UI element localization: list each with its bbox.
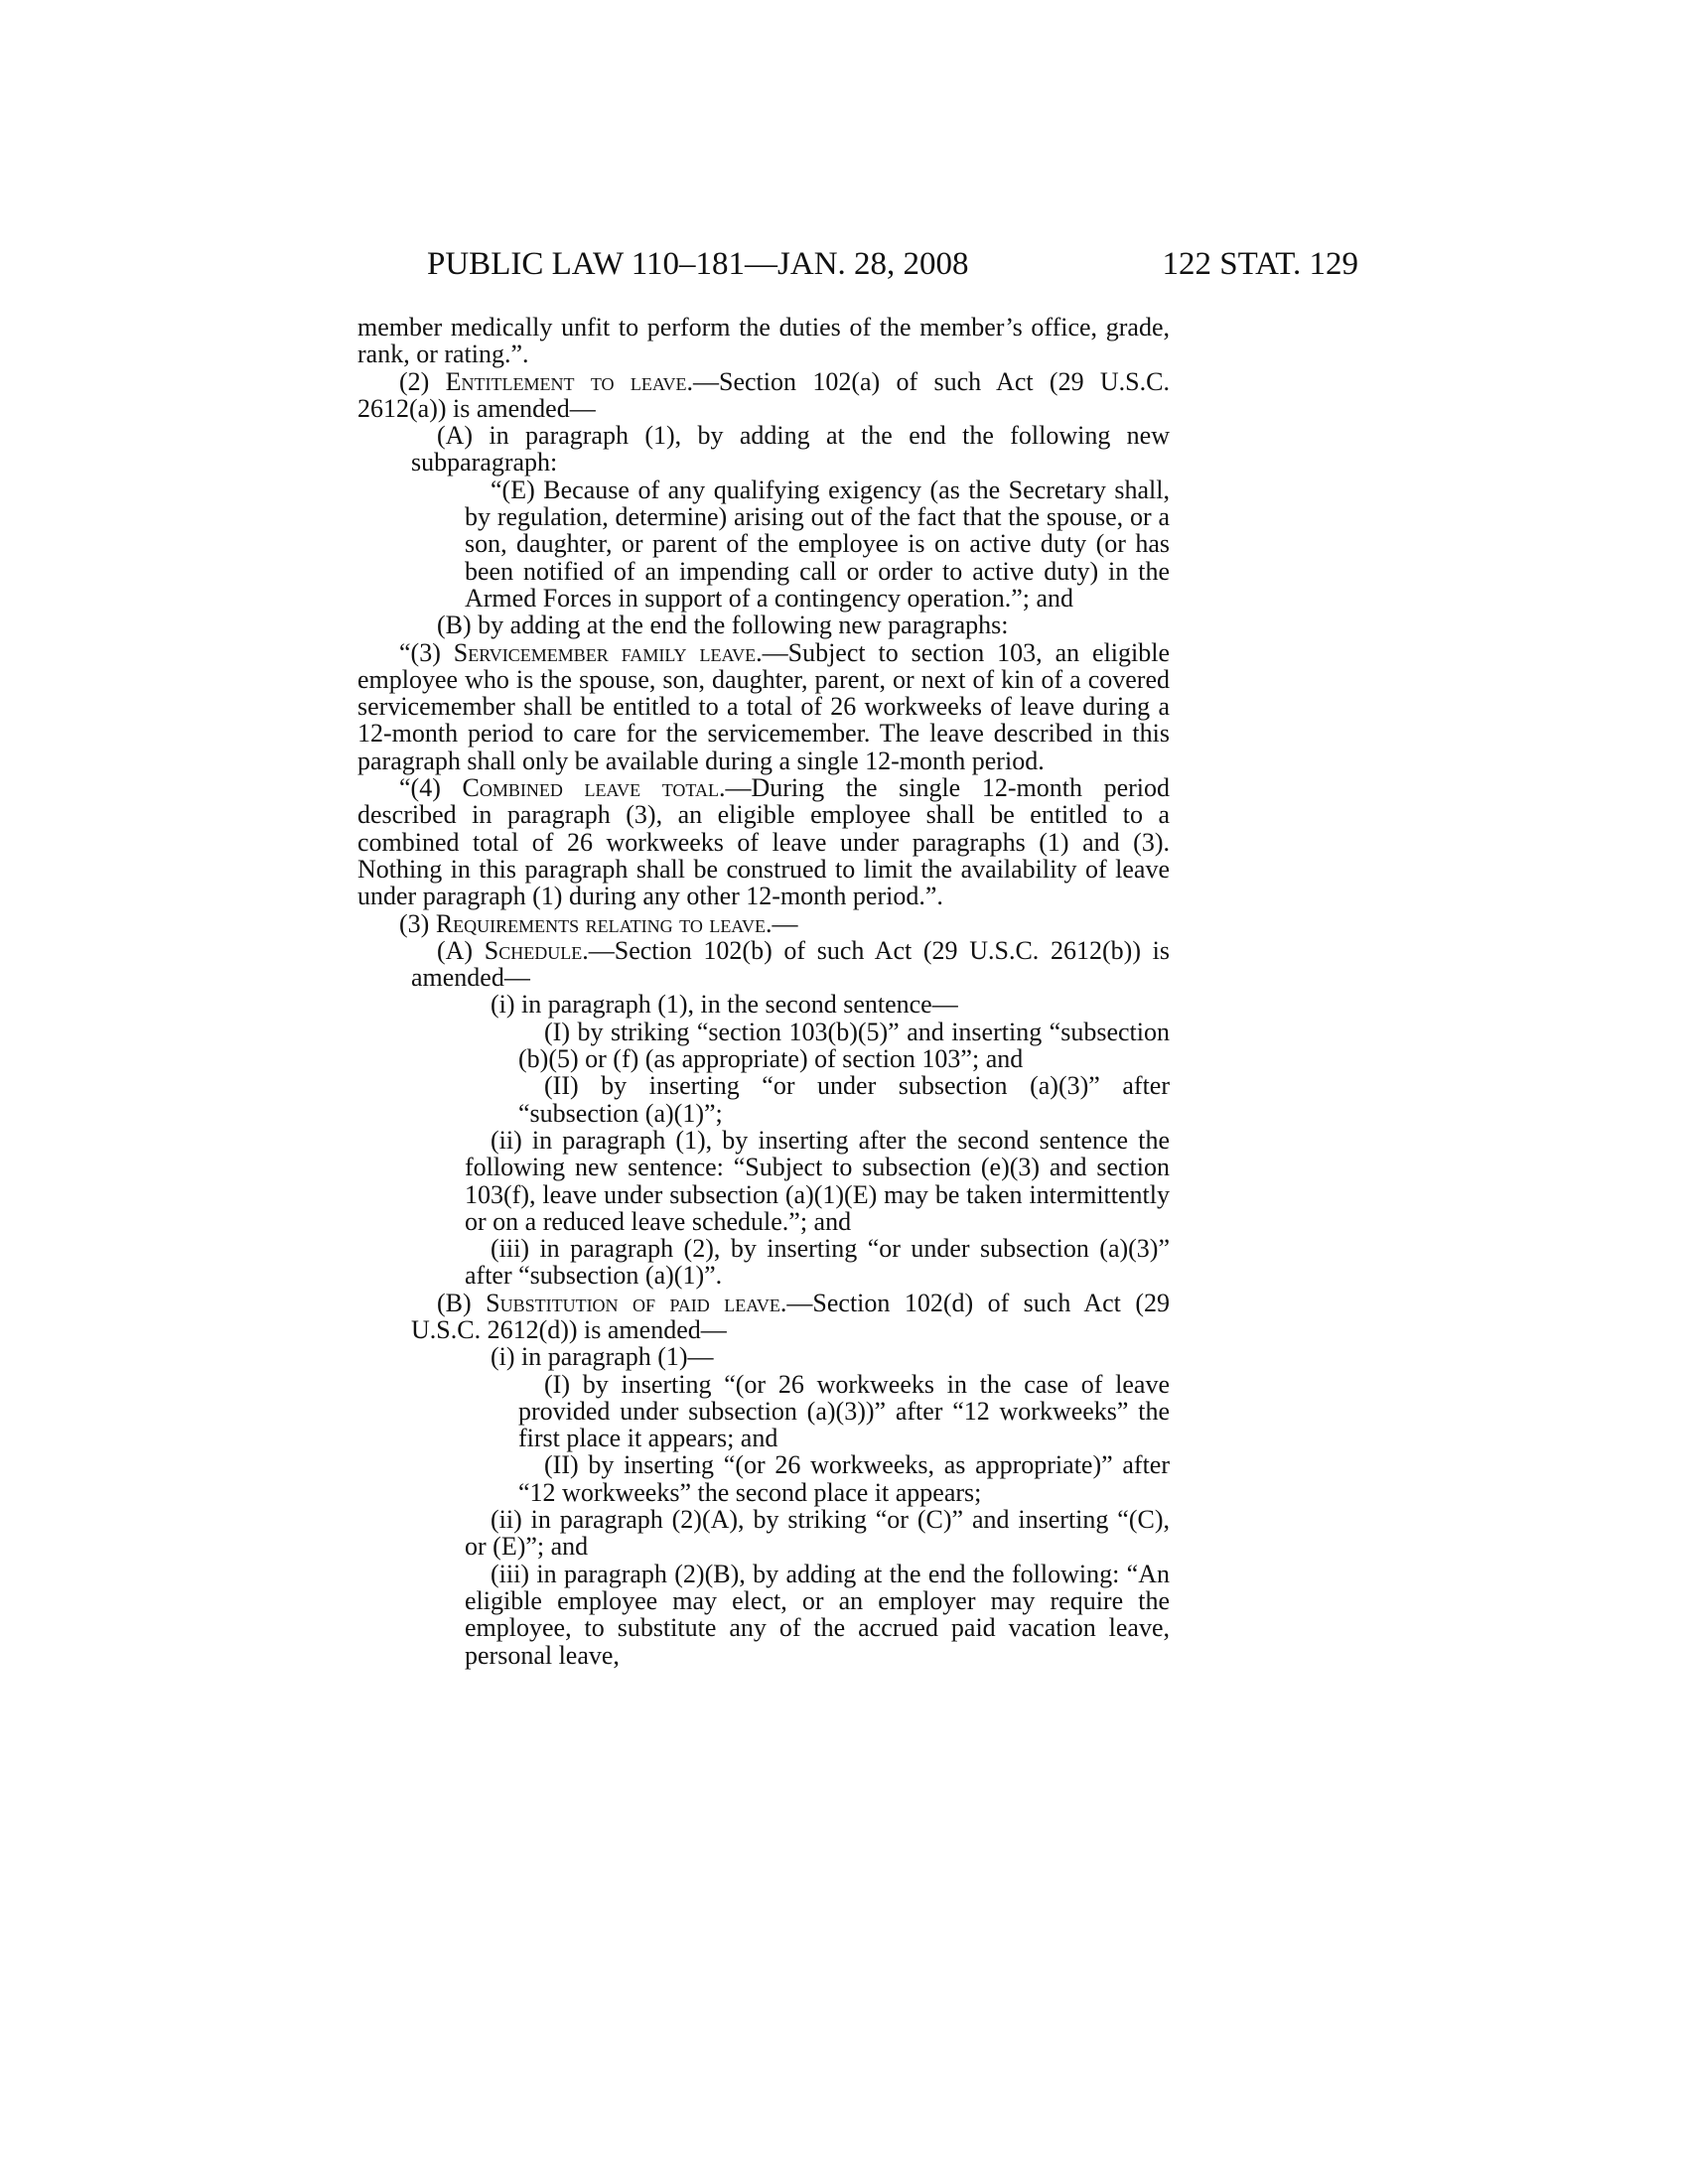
- subclause-II: (II) by inserting “(or 26 workweeks, as appropriate)” after “12 workweeks” the second place it appears;: [518, 1450, 1170, 1507]
- subparagraph-A-schedule: (A) Schedule.—Section 102(b) of such Act (29 U.S.C. 2612(b)) is amended—: [411, 935, 1170, 993]
- inserted-subparagraph-E: “(E) Because of any qualifying exigency (as the Secretary shall, by regulation, determine) arising out of the fact that the spouse, or a son, daughter, or parent of the employee is on active duty (or has been notified of an impending call or order to active duty) in the Armed Forces in support of a contingency operation.”; and: [465, 475, 1170, 613]
- clause-ii: (ii) in paragraph (1), by inserting after the second sentence the following new sentence: “Subject to subsection (e)(3) and section 103(f), leave under subsection (a)(1)(E) may be taken intermittently or on a reduced leave schedule.”; and: [465, 1125, 1170, 1236]
- paragraph-3-requirements: (3) Requirements relating to leave.—: [399, 908, 798, 938]
- clause-i: (i) in paragraph (1)—: [491, 1342, 714, 1372]
- clause-iii: (iii) in paragraph (2), by inserting “or under subsection (a)(3)” after “subsection (a)(1)”.: [465, 1234, 1170, 1291]
- paragraph-3-servicemember: “(3) Servicemember family leave.—Subject to section 103, an eligible employee who is the spouse, son, daughter, parent, or next of kin of a covered servicemember shall be entitled to a total of 26 workweeks of leave during a 12-month period to care for the servicemember. The leave described in this paragraph shall only be available during a single 12-month period.: [357, 637, 1170, 775]
- paragraph-2-entitlement: (2) Entitlement to leave.—Section 102(a) of such Act (29 U.S.C. 2612(a)) is amended—: [357, 366, 1170, 423]
- public-law-title: PUBLIC LAW 110–181—JAN. 28, 2008: [427, 246, 969, 282]
- running-header: [357, 244, 1358, 284]
- subparagraph-A: (A) in paragraph (1), by adding at the end the following new subparagraph:: [411, 421, 1170, 478]
- section-heading: Schedule: [484, 935, 583, 965]
- section-heading: Substitution of paid leave: [486, 1288, 780, 1317]
- document-body: [357, 314, 1170, 1669]
- paragraph: member medically unfit to perform the duties of the member’s office, grade, rank, or rating.”.: [357, 313, 1170, 369]
- clause-i: (i) in paragraph (1), in the second sentence—: [491, 990, 958, 1020]
- section-heading: Requirements relating to leave: [435, 908, 766, 938]
- section-heading: Combined leave total: [462, 773, 719, 803]
- clause-iii: (iii) in paragraph (2)(B), by adding at the end the following: “An eligible employee may elect, or an employer may require the employee, to substitute any of the accrued paid vacation leave, personal leave,: [465, 1559, 1170, 1670]
- subclause-I: (I) by striking “section 103(b)(5)” and inserting “subsection (b)(5) or (f) (as appropriate) of section 103”; and: [518, 1017, 1170, 1074]
- subparagraph-B-substitution: (B) Substitution of paid leave.—Section 102(d) of such Act (29 U.S.C. 2612(d)) is amended—: [411, 1288, 1170, 1344]
- section-heading: Servicemember family leave: [453, 637, 757, 667]
- section-heading: Entitlement to leave: [445, 366, 687, 396]
- subclause-I: (I) by inserting “(or 26 workweeks in the case of leave provided under subsection (a)(3))” after “12 workweeks” the first place it appears; and: [518, 1369, 1170, 1453]
- subparagraph-B: (B) by adding at the end the following new paragraphs:: [437, 611, 1009, 640]
- statute-page-number: 122 STAT. 129: [1162, 246, 1358, 282]
- subclause-II: (II) by inserting “or under subsection (a)(3)” after “subsection (a)(1)”;: [518, 1071, 1170, 1128]
- clause-ii: (ii) in paragraph (2)(A), by striking “or (C)” and inserting “(C), or (E)”; and: [465, 1505, 1170, 1562]
- paragraph-4-combined: “(4) Combined leave total.—During the single 12-month period described in paragraph (3), an eligible employee shall be entitled to a combined total of 26 workweeks of leave under paragraphs (1) and (3). Nothing in this paragraph shall be construed to limit the availability of leave under paragraph (1) during any other 12-month period.”.: [357, 773, 1170, 911]
